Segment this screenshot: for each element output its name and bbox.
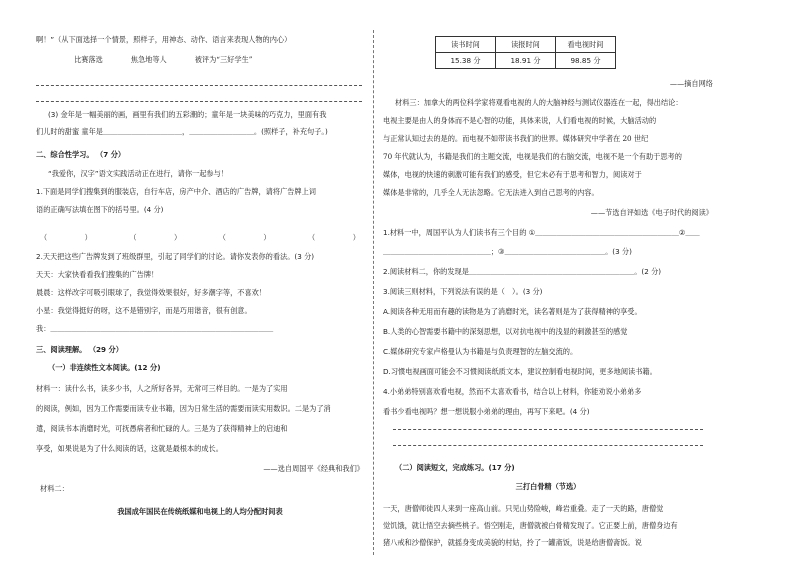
answer-line[interactable] <box>393 429 703 430</box>
q3-line: (3) 金年是一幅美丽的画，画里有我们的五彩潮的；童年是一块美味的巧克力，里面有我 <box>48 110 327 119</box>
dialog-line: 晨晨：这样改字可吸引眼球了，我觉得效果很好，好多潮字等，不喜欢！ <box>36 288 267 297</box>
table-title: 我国成年国民在传统纸媒和电视上的人均分配时间表 <box>117 507 283 516</box>
paren: （ <box>129 233 137 242</box>
q1-line: 1.下面是同学们搜集到的服装店，自行车店，房产中介、酒店的广告牌，请将广告牌上词 <box>36 187 316 196</box>
paren: （ <box>308 233 316 242</box>
table-source: ——摘自网络 <box>669 79 713 88</box>
paren: ） <box>84 233 92 242</box>
dialog-answer-line[interactable]: 我：＿＿＿＿＿＿＿＿＿＿＿＿＿＿＿＿＿＿＿＿＿＿＿＿＿＿＿＿＿＿＿ <box>36 324 274 333</box>
paren: ） <box>174 233 182 242</box>
answer-parentheses[interactable] <box>40 234 360 241</box>
section-2-intro: “我爱你，汉字”语文实践活动正在进行，请你一起参与！ <box>48 169 228 178</box>
scenario-options <box>74 56 324 63</box>
q3-line2: 们儿时的甜蜜 童年是＿＿＿＿＿＿＿＿＿＿＿，＿＿＿＿＿＿＿＿＿。(照样子，补充句子。) <box>36 127 328 136</box>
story-line: 觉饥饿，就让悟空去摘些桃子。悟空刚走，唐僧就被白骨精发现了。它正要上前，唐僧身边有 <box>383 521 678 530</box>
material-3-line: 与正常认知过去的是的。而电视不如带读书我们的世界。媒体研究中学者在 20 世纪 <box>383 134 649 143</box>
paren: （ <box>40 233 48 242</box>
material-1-line: 享受，如果说是为了什么阅读的话，这就是最根本的成长。 <box>36 444 223 453</box>
table-header-cell: 读书时间 <box>436 37 496 53</box>
material-1-source: ——选自周国平《经典和我们》 <box>263 464 364 473</box>
answer-line[interactable] <box>36 85 362 86</box>
material-3-line: 材料三：加拿大的两位科学家将观看电视的人的大脑神经与测试仪器连在一起，得出结论： <box>395 98 683 107</box>
column-divider <box>373 30 374 555</box>
material-3-source: ——节选自评如选《电子时代的阅读》 <box>590 208 713 217</box>
option-b: B.人类的心智需要书籍中的深刻思想，以对抗电视中的浅显的刺激甚至的感觉 <box>383 327 628 336</box>
table-cell: 18.91 分 <box>496 53 556 69</box>
table-cell: 98.85 分 <box>556 53 616 69</box>
option-a: A.阅读各种无用而有趣的读物是为了消磨时光，读名著则是为了获得精神的享受。 <box>383 307 642 316</box>
question-3[interactable]: 3.阅读三则材料，下列说法有误的是（ ）。(3 分) <box>383 287 543 296</box>
q1-line2: 语的正确写法填在图下的括号里。(4 分) <box>36 205 164 214</box>
material-2-label: 材料二： <box>40 484 69 493</box>
material-3-line: 媒体，电视的快速的刺激可能有我们的感受，但它未必有于思考和智力，阅读对于 <box>383 170 642 179</box>
story-line: 猪八戒和沙僧保护，就摇身变成美貌的村姑，拎了一罐斋饭，说是给唐僧斋饭。说 <box>383 538 642 547</box>
section-3-heading: 三、阅读理解。 （29 分） <box>36 345 123 354</box>
question-4: 4.小弟弟特别喜欢看电视，然而不太喜欢看书，结合以上材料，你能劝说小弟弟多 <box>383 387 642 396</box>
table-cell: 15.38 分 <box>436 53 496 69</box>
reading-time-table <box>435 36 616 69</box>
paren: ） <box>263 233 271 242</box>
dialog-line: 小星：我觉得挺好的呀，这不是错别字，而是巧用谐音，很有创意。 <box>36 306 252 315</box>
subsection-1-heading: （一）非连续性文本阅读。(12 分) <box>48 363 161 372</box>
question-4-cont: 看书少看电视吗？想一想说服小弟弟的理由，再写下来吧。(4 分) <box>383 407 590 416</box>
subsection-2-heading: （二）阅读短文，完成练习。(17 分) <box>395 463 515 472</box>
story-line: 一天，唐僧师徒四人来到一座高山前。只见山势险峻，峰岩重叠。走了一天的路，唐僧觉 <box>383 504 664 513</box>
q-prompt-line: 啊！”（从下面选择一个情景，照样子，用神态、动作、语言来表现人物的内心） <box>36 35 292 44</box>
material-3-line: 70 年代就认为，书籍是我们的主题交流，电视是我们的右脑交流，电视不是一个有助于思考的 <box>383 152 682 161</box>
answer-line[interactable] <box>36 101 362 102</box>
material-1-line: 材料一：读什么书，读多少书，人之所好各异，无常可三样目的。一是为了实用 <box>36 384 288 393</box>
question-2[interactable]: 2.阅读材料二，你的发现是＿＿＿＿＿＿＿＿＿＿＿＿＿＿＿＿＿＿＿＿＿＿＿。(2 分) <box>383 267 662 276</box>
scenario-option: 焦急地等人 <box>130 55 167 64</box>
material-3-line: 电视主要是由人的身体而不是心智的功能，具体来说，人们看电视的时候，大脑活动的 <box>383 116 657 125</box>
section-2-heading: 二、综合性学习。 （7 分） <box>36 150 126 159</box>
answer-line[interactable] <box>393 445 703 446</box>
table-header-row <box>436 37 616 53</box>
option-d: D.习惯电视画面可能会不习惯阅读纸质文本，建议控制看电视时间，更多地阅读书籍。 <box>383 367 657 376</box>
question-1-cont[interactable]: ＿＿＿＿＿＿＿＿＿＿＿＿＿＿＿；③＿＿＿＿＿＿＿＿＿＿＿＿＿＿。(3 分) <box>383 247 632 256</box>
material-3-line: 媒体是非常的，几乎全人无法忽略。它无法进入到自己思考的内容。 <box>383 188 599 197</box>
table-header-cell: 读报时间 <box>496 37 556 53</box>
paren: ） <box>352 233 360 242</box>
material-1-line: 的阅读，例如，因为工作需要而读专业书籍，因为日常生活的需要而读实用数识。二是为了消 <box>36 404 331 413</box>
story-title: 三打白骨精（节选） <box>515 482 581 491</box>
table-header-cell: 看电视时间 <box>556 37 616 53</box>
dialog-line: 天天：大家快看看我们搜集的广告牌！ <box>36 270 159 279</box>
scenario-option: 被评为“三好学生” <box>194 55 253 64</box>
paren: （ <box>218 233 226 242</box>
q2-line: 2.天天把这些广告牌发到了班级群里，引起了同学们的讨论。请你发表你的看法。(3 分) <box>36 252 315 261</box>
table-row <box>436 53 616 69</box>
material-1-line: 遣，阅读书本消磨时光，可抚愚病者和忙碌的人。三是为了获得精神上的启迪和 <box>36 424 288 433</box>
question-1[interactable]: 1.材料一中，周国平认为人们读书有三个目的 ①＿＿＿＿＿＿＿＿＿＿＿＿＿＿＿＿＿＿＿＿②＿＿ <box>383 228 700 237</box>
option-c: C.媒体研究专家卢格曼认为书籍是与负责理智的左脑交流的。 <box>383 347 578 356</box>
scenario-option: 比赛落选 <box>74 55 103 64</box>
